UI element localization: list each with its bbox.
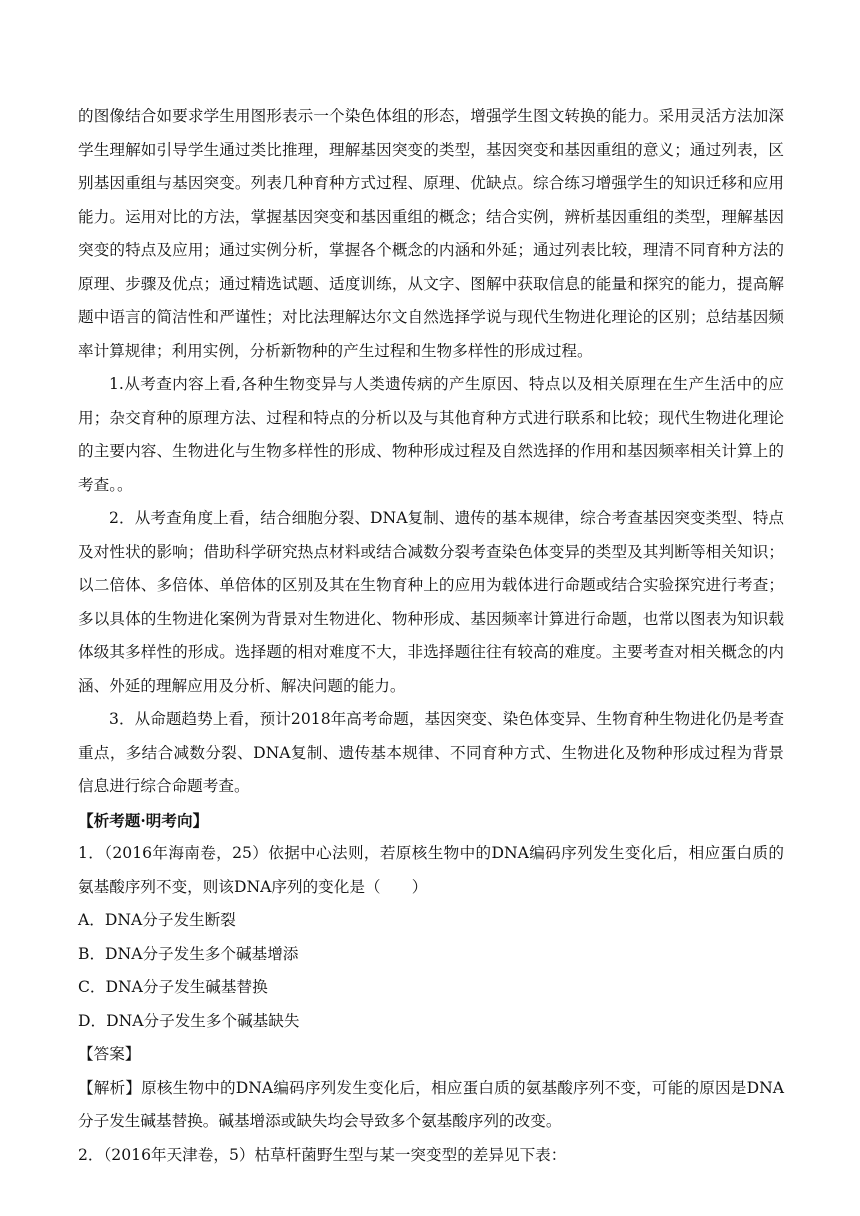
- question-1-option-d: D．DNA分子发生多个碱基缺失: [78, 1011, 300, 1030]
- point-3: 3．从命题趋势上看，预计2018年高考命题，基因突变、染色体变异、生物育种生物进化仍是考查重点，多结合减数分裂、DNA复制、遗传基本规律、不同育种方式、生物进化及物种形成过程为背景信息进行综合命题考查。: [78, 710, 784, 795]
- document-page: [78, 100, 784, 1172]
- question-1-option-a: A．DNA分子发生断裂: [78, 911, 236, 929]
- intro-paragraph: 的图像结合如要求学生用图形表示一个染色体组的形态，增强学生图文转换的能力。采用灵活方法加深学生理解如引导学生通过类比推理，理解基因突变的类型，基因突变和基因重组的意义；通过列表，区别基因重组与基因突变。列表几种育种方式过程、原理、优缺点。综合练习增强学生的知识迁移和应用能力。运用对比的方法，掌握基因突变和基因重组的概念；结合实例，辨析基因重组的类型，理解基因突变的特点及应用；通过实例分析，掌握各个概念的内涵和外延；通过列表比较，理清不同育种方法的原理、步骤及优点；通过精选试题、适度训练，从文字、图解中获取信息的能量和探究的能力，提高解题中语言的简洁性和严谨性；对比法理解达尔文自然选择学说与现代生物进化理论的区别；总结基因频率计算规律；利用实例，分析新物种的产生过程和生物多样性的形成过程。: [78, 107, 784, 360]
- question-1-option-c: C．DNA分子发生碱基替换: [78, 978, 268, 996]
- question-1-option-b: B．DNA分子发生多个碱基增添: [78, 944, 299, 963]
- question-1-analysis: 【解析】原核生物中的DNA编码序列发生变化后，相应蛋白质的氨基酸序列不变，可能的原因是DNA分子发生碱基替换。碱基增添或缺失均会导致多个氨基酸序列的改变。: [78, 1078, 784, 1130]
- point-1: 1.从考查内容上看,各种生物变异与人类遗传病的产生原因、特点以及相关原理在生产生活中的应用；杂交育种的原理方法、过程和特点的分析以及与其他育种方式进行联系和比较；现代生物进化理论的主要内容、生物进化与生物多样性的形成、物种形成过程及自然选择的作用和基因频率相关计算上的考查。。: [78, 375, 784, 494]
- section-heading: 【析考题·明考向】: [78, 810, 209, 830]
- question-1-stem: 1．（2016年海南卷，25）依据中心法则，若原核生物中的DNA编码序列发生变化后，相应蛋白质的氨基酸序列不变，则该DNA序列的变化是（ ）: [78, 844, 784, 896]
- question-1-answer-label: 【答案】: [78, 1045, 141, 1063]
- question-2-stem: 2．（2016年天津卷，5）枯草杆菌野生型与某一突变型的差异见下表：: [78, 1145, 567, 1164]
- point-2: 2．从考查角度上看，结合细胞分裂、DNA复制、遗传的基本规律，综合考查基因突变类型、特点及对性状的影响；借助科学研究热点材料或结合减数分裂考查染色体变异的类型及其判断等相关知识；以二倍体、多倍体、单倍体的区别及其在生物育种上的应用为载体进行命题或结合实验探究进行考查；多以具体的生物进化案例为背景对生物进化、物种形成、基因频率计算进行命题，也常以图表为知识载体级其多样性的形成。选择题的相对难度不大，非选择题往往有较高的难度。主要考查对相关概念的内涵、外延的理解应用及分析、解决问题的能力。: [78, 509, 784, 695]
